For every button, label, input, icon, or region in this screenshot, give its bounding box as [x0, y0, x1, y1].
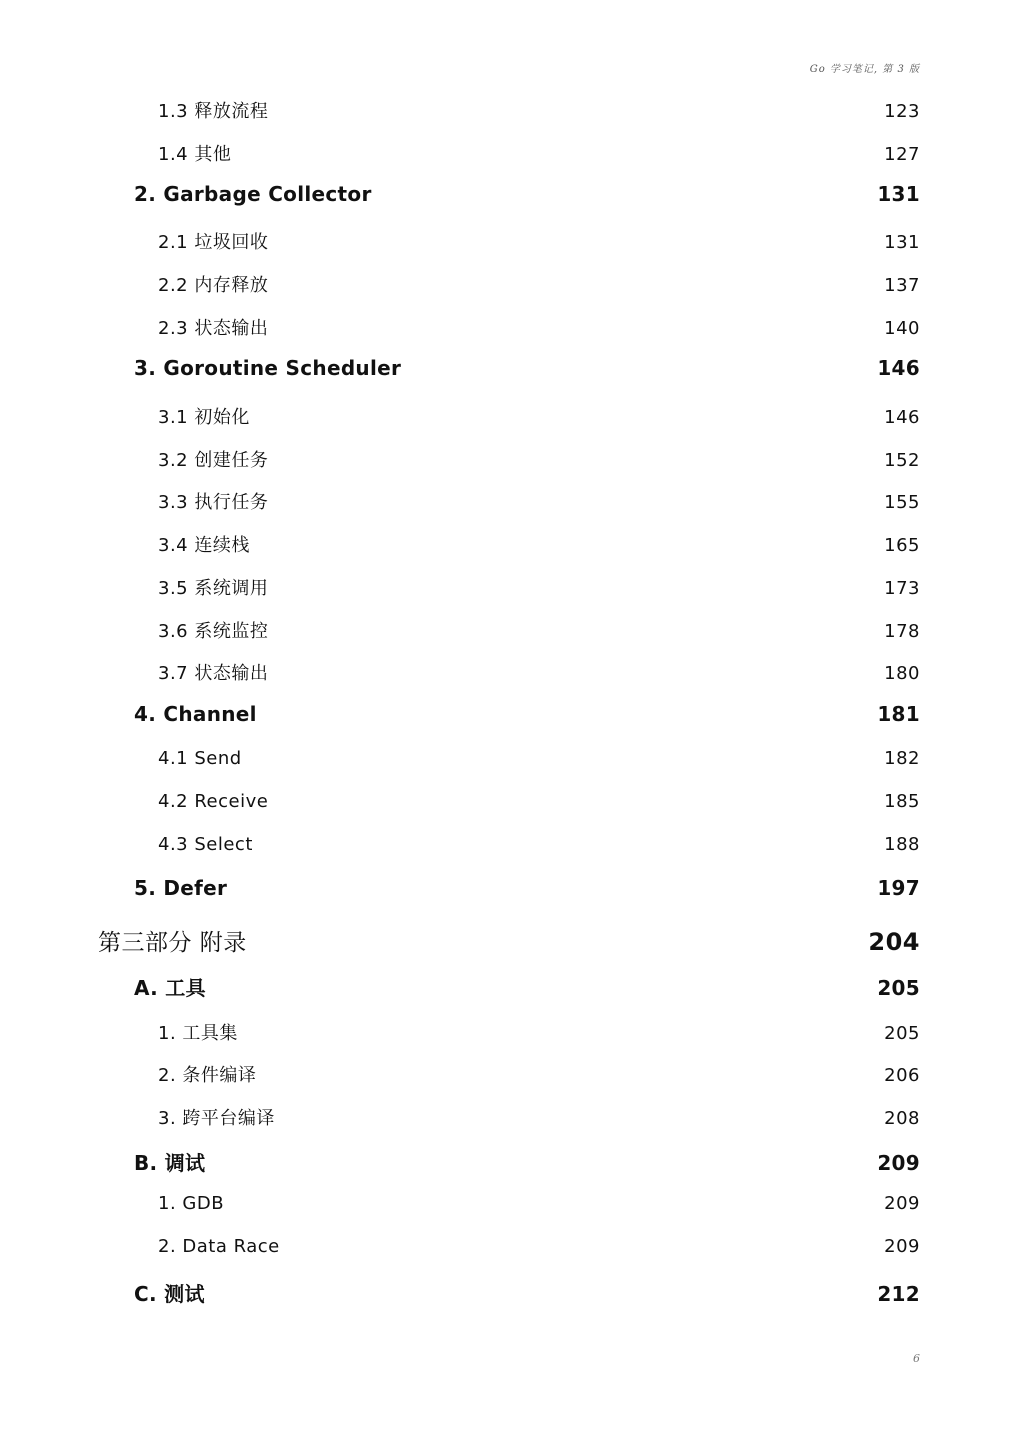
toc-chapter-entry[interactable] — [134, 1278, 920, 1307]
toc-chapter-entry[interactable] — [134, 876, 920, 900]
toc-entry[interactable] — [158, 97, 920, 123]
toc-entry-title: B. 调试 — [134, 1151, 206, 1175]
toc-entry-page: 137 — [884, 275, 920, 296]
toc-entry[interactable] — [158, 271, 920, 297]
toc-entry-page: 178 — [884, 621, 920, 642]
toc-entry-title: A. 工具 — [134, 976, 206, 1000]
toc-entry[interactable] — [158, 1019, 920, 1045]
toc-entry-title: 4.1 Send — [158, 748, 242, 769]
toc-entry-title: 4. Channel — [134, 702, 257, 726]
toc-entry-title: 2.1 垃圾回收 — [158, 232, 269, 253]
toc-entry[interactable] — [158, 446, 920, 472]
toc-entry-page: 205 — [884, 1023, 920, 1044]
toc-entry-title: 1.4 其他 — [158, 144, 232, 165]
toc-entry[interactable] — [158, 140, 920, 166]
toc-entry-page: 155 — [884, 492, 920, 513]
toc-entry-page: 188 — [884, 834, 920, 855]
toc-entry-page: 209 — [884, 1236, 920, 1257]
toc-entry-page: 209 — [884, 1193, 920, 1214]
toc-entry[interactable] — [158, 228, 920, 254]
toc-part-entry[interactable] — [98, 924, 920, 957]
toc-entry[interactable] — [158, 617, 920, 643]
toc-entry-page: 165 — [884, 535, 920, 556]
toc-entry-page: 146 — [884, 407, 920, 428]
toc-entry-title: 3.6 系统监控 — [158, 621, 269, 642]
toc-entry[interactable] — [158, 488, 920, 514]
toc-entry[interactable] — [158, 531, 920, 557]
toc-entry[interactable] — [158, 1193, 920, 1214]
toc-entry-title: 1.3 释放流程 — [158, 101, 269, 122]
toc-entry-page: 140 — [884, 318, 920, 339]
toc-chapter-entry[interactable] — [134, 356, 920, 380]
toc-entry-title: 2. Data Race — [158, 1236, 280, 1257]
toc-entry-page: 208 — [884, 1108, 920, 1129]
toc-entry-page: 185 — [884, 791, 920, 812]
toc-entry-page: 146 — [877, 356, 920, 380]
toc-entry-page: 182 — [884, 748, 920, 769]
toc-entry-page: 180 — [884, 663, 920, 684]
running-header: Go 学习笔记, 第 3 版 — [809, 64, 920, 75]
toc-entry-page: 206 — [884, 1065, 920, 1086]
toc-entry[interactable] — [158, 659, 920, 685]
toc-entry-title: 2.2 内存释放 — [158, 275, 269, 296]
page-number: 6 — [913, 1352, 920, 1365]
toc-entry[interactable] — [158, 1236, 920, 1257]
toc-entry[interactable] — [158, 403, 920, 429]
toc-entry-title: 3.3 执行任务 — [158, 492, 269, 513]
toc-entry-title: 2. 条件编译 — [158, 1065, 257, 1086]
toc-entry[interactable] — [158, 748, 920, 769]
toc-entry[interactable] — [158, 1104, 920, 1130]
toc-chapter-entry[interactable] — [134, 702, 920, 726]
toc-entry-page: 204 — [868, 928, 920, 956]
toc-entry-title: 3. Goroutine Scheduler — [134, 356, 402, 380]
toc-entry-page: 123 — [884, 101, 920, 122]
toc-entry-title: 3.5 系统调用 — [158, 578, 269, 599]
toc-entry-title: 3.1 初始化 — [158, 407, 250, 428]
toc-entry-title: 2.3 状态输出 — [158, 318, 269, 339]
toc-entry[interactable] — [158, 791, 920, 812]
toc-entry-page: 209 — [877, 1151, 920, 1175]
toc-entry-title: 4.2 Receive — [158, 791, 269, 812]
toc-entry-title: 4.3 Select — [158, 834, 253, 855]
toc-entry-page: 212 — [877, 1282, 920, 1306]
toc-entry[interactable] — [158, 314, 920, 340]
toc-entry-title: 3.4 连续栈 — [158, 535, 250, 556]
toc-entry-page: 173 — [884, 578, 920, 599]
toc-entry-title: 1. 工具集 — [158, 1023, 238, 1044]
toc-chapter-entry[interactable] — [134, 972, 920, 1001]
toc-entry-page: 131 — [884, 232, 920, 253]
toc-entry-page: 127 — [884, 144, 920, 165]
toc-entry[interactable] — [158, 574, 920, 600]
toc-entry-page: 152 — [884, 450, 920, 471]
toc-entry-page: 131 — [877, 182, 920, 206]
toc-entry-title: 第三部分 附录 — [98, 930, 247, 956]
toc-entry-title: 3. 跨平台编译 — [158, 1108, 275, 1129]
toc-entry-page: 197 — [877, 876, 920, 900]
toc-entry-title: 2. Garbage Collector — [134, 182, 372, 206]
toc-entry[interactable] — [158, 1061, 920, 1087]
toc-chapter-entry[interactable] — [134, 182, 920, 206]
toc-entry-page: 205 — [877, 976, 920, 1000]
toc-entry-title: 5. Defer — [134, 876, 228, 900]
toc-entry-page: 181 — [877, 702, 920, 726]
toc-entry-title: 3.2 创建任务 — [158, 450, 269, 471]
toc-entry-title: 1. GDB — [158, 1193, 225, 1214]
toc-entry[interactable] — [158, 834, 920, 855]
toc-chapter-entry[interactable] — [134, 1147, 920, 1176]
toc-entry-title: 3.7 状态输出 — [158, 663, 269, 684]
toc-entry-title: C. 测试 — [134, 1282, 205, 1306]
